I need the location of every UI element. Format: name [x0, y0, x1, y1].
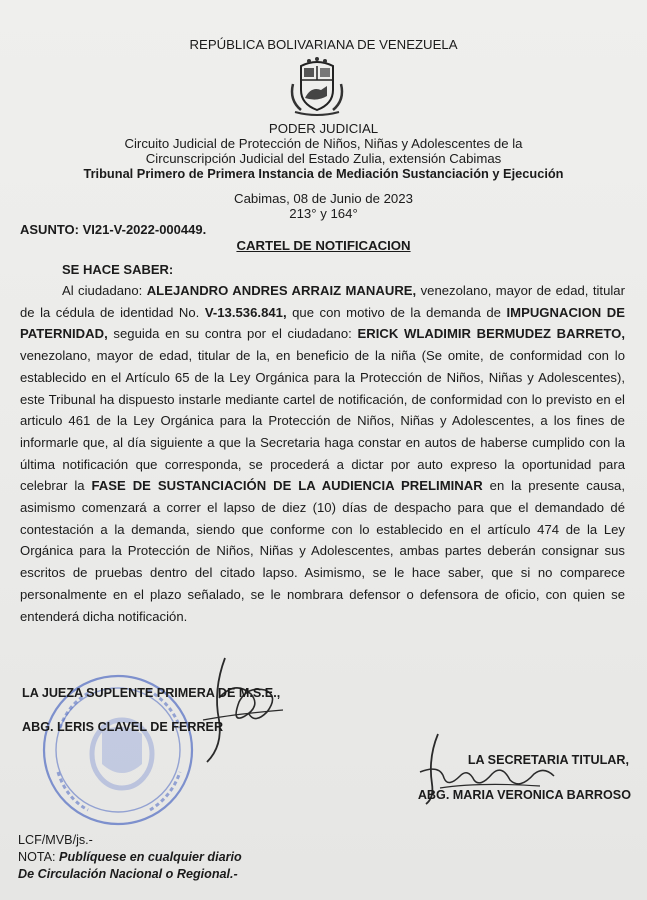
plaintiff-name: ERICK WLADIMIR BERMUDEZ BARRETO, [357, 326, 625, 342]
judge-name: ABG. LERIS CLAVEL DE FERRER [22, 720, 224, 734]
years: 213° y 164° [289, 206, 358, 221]
judge-title: LA JUEZA SUPLENTE PRIMERA DE M.S.E., [22, 686, 281, 700]
judge-signature [195, 650, 290, 770]
defendant-name: ALEJANDRO ANDRES ARRAIZ MANAURE, [146, 283, 417, 298]
note-line2: De Circulación Nacional o Regional.- [18, 867, 238, 881]
note-text: Publíquese en cualquier diario [59, 850, 242, 864]
header-branch: PODER JUDICIAL [268, 121, 379, 136]
header-circuit-line1: Circuito Judicial de Protección de Niños, Niñas y Adolescentes de la [124, 136, 523, 151]
coat-of-arms-icon [287, 56, 347, 118]
notification-body [20, 280, 625, 627]
body-text-3: que con motivo de la demanda de [286, 304, 507, 320]
se-hace-saber: SE HACE SABER: [62, 262, 174, 277]
body-text-5: venezolano, mayor de edad, titular de la, en beneficio de la niña (Se omite, de conformidad con lo establecido en el Artículo 65 de la Ley Orgánica para la Protección de Niños, Niñas y Adolescentes), este Tribunal ha dispuesto instarle mediante cartel de notificación, de conformidad con lo previsto en el articulo 461 de la Ley Orgánica para la Protección de Niños, Niñas y Adolescentes, a los fines de informarle que, al día siguiente a que la Secretaria haga constar en autos de haberse cumplido con la última notificación que corresponda, se procederá a dictar por auto expreso la oportunidad para celebrar la [20, 348, 625, 494]
case-number: ASUNTO: VI21-V-2022-000449. [20, 222, 207, 237]
body-text-4: seguida en su contra por el ciudadano: [107, 326, 358, 342]
header-circuit-line2: Circunscripción Judicial del Estado Zulia, extensión Cabimas [145, 151, 502, 166]
phase-name: FASE DE SUSTANCIACIÓN DE LA AUDIENCIA PRELIMINAR [91, 478, 483, 494]
header-tribunal: Tribunal Primero de Primera Instancia de Mediación Sustanciación y Ejecución [83, 166, 564, 181]
claim-type: IMPUGNACION DE PATERNIDAD, [20, 304, 625, 342]
secretary-name: ABG. MARIA VERONICA BARROSO [417, 788, 631, 802]
document-title: CARTEL DE NOTIFICACION [236, 238, 411, 253]
note-label: NOTA: [18, 850, 60, 864]
header-republic: REPÚBLICA BOLIVARIANA DE VENEZUELA [189, 37, 458, 52]
secretary-title: LA SECRETARIA TITULAR, [467, 753, 629, 767]
body-text-6: en la presente causa, asimismo comenzará a correr el lapso de diez (10) días de despacho para que el demandado dé contestación a la demanda, siendo que conforme con lo establecido en el artículo 474 de la Ley Orgánica para la Protección de Niños, Niñas y Adolescentes, ambas partes deberán consignar sus escritos de pruebas dentro del citado lapso. Asimismo, se le hace saber, que si no comparece personalmente en el plazo señalado, se le nombrara defensor o defensora de oficio, con quien se entenderá dicha notificación. [20, 478, 626, 624]
publication-note [18, 850, 242, 864]
initials: LCF/MVB/js.- [18, 833, 93, 847]
place-date: Cabimas, 08 de Junio de 2023 [234, 191, 413, 206]
body-text-1: Al ciudadano: [62, 283, 147, 298]
defendant-id: V-13.536.841, [204, 304, 287, 320]
body-text-2: venezolano, mayor de edad, titular de la cédula de identidad No. [20, 283, 625, 320]
